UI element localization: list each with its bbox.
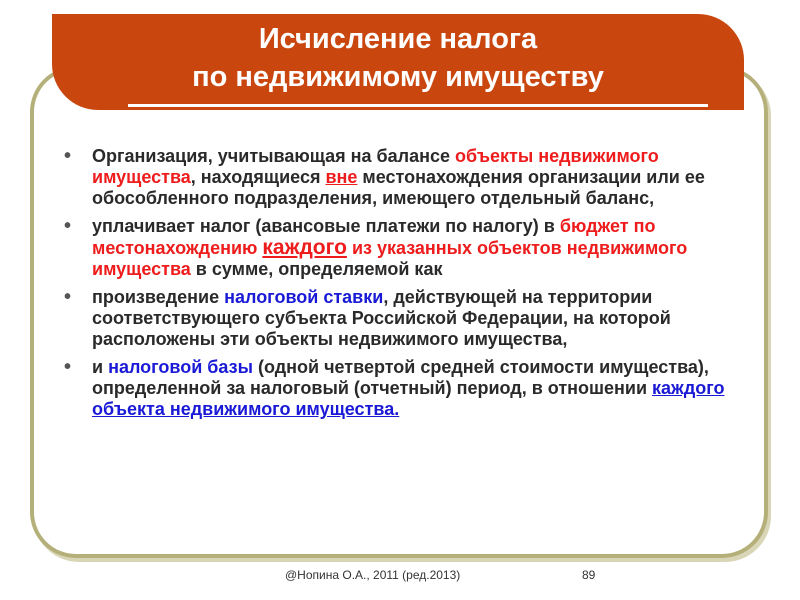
highlight-red-underlined: вне xyxy=(325,167,358,187)
highlight-blue: налоговой ставки xyxy=(224,287,384,307)
bullet-item xyxy=(64,357,734,420)
bullet-text: Организация, учитывающая на балансе xyxy=(92,146,455,166)
bullet-icon: • xyxy=(64,215,72,237)
bullet-item xyxy=(64,287,734,350)
title-underline xyxy=(128,104,708,107)
bullet-item xyxy=(64,216,734,280)
highlight-red-underlined: каждого xyxy=(262,236,347,259)
title-line-2: по недвижимому имуществу xyxy=(192,61,604,93)
title-line-1: Исчисление налога xyxy=(258,23,538,55)
bullet-text: и xyxy=(92,357,109,377)
bullet-icon: • xyxy=(64,286,72,308)
bullet-icon: • xyxy=(64,356,72,378)
bullet-text: в сумме, определяемой как xyxy=(190,259,443,279)
bullet-text: (одной четвертой средней стоимости имущества), определенной за налоговый (отчетный) период, в отношении xyxy=(92,357,709,398)
bullet-icon: • xyxy=(64,145,72,167)
highlight-red: из указанных объектов недвижимого имущества xyxy=(92,238,688,279)
highlight-red: объекты недвижимого имущества xyxy=(92,146,659,187)
bullet-text: произведение xyxy=(92,287,225,307)
bullet-text: , действующей на территории соответствующего субъекта Российской Федерации, на которой расположены эти объекты недвижимого имущества, xyxy=(92,287,671,349)
bullet-text: уплачивает налог (авансовые платежи по налогу) в xyxy=(92,216,560,236)
highlight-red: бюджет по местонахождению xyxy=(92,216,656,258)
page-number: 89 xyxy=(582,568,596,582)
footer-author: @Нопина О.А., 2011 (ред.2013) xyxy=(285,568,461,582)
bullet-text: , находящиеся xyxy=(190,167,326,187)
bullet-list xyxy=(64,146,734,427)
highlight-blue: налоговой базы xyxy=(108,357,253,377)
slide-title xyxy=(52,20,744,96)
bullet-item xyxy=(64,146,734,209)
highlight-blue-underlined: каждого объекта недвижимого имущества. xyxy=(92,378,725,419)
bullet-text: местонахождения организации или ее обособленного подразделения, имеющего отдельный баланс, xyxy=(92,167,705,208)
